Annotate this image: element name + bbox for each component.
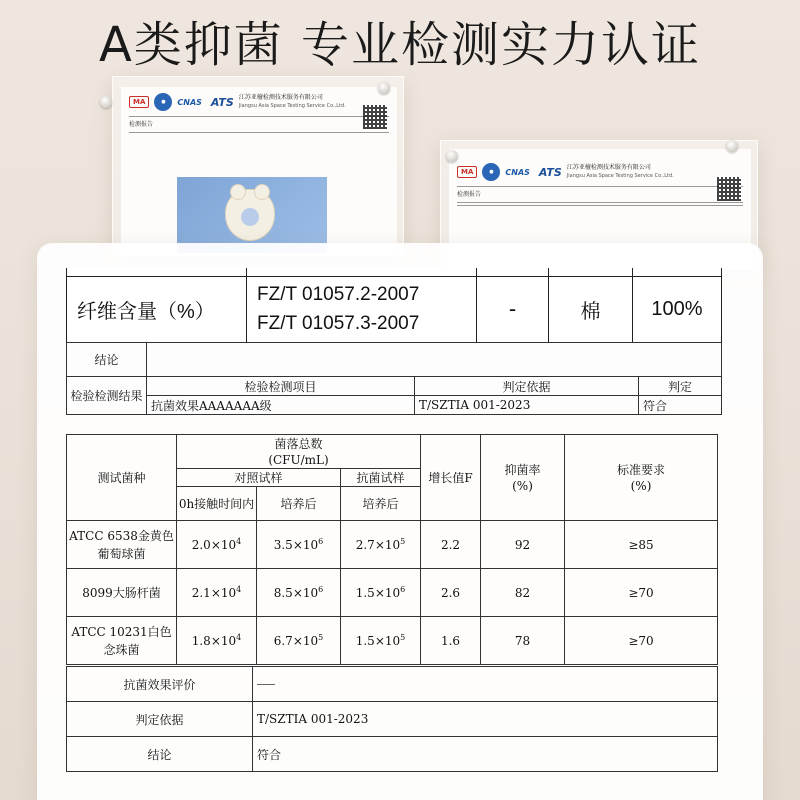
growth-cell: 2.6 bbox=[421, 569, 481, 617]
contact-time-header: 0h接触时间内 bbox=[177, 487, 257, 521]
test-report-certificate bbox=[121, 87, 397, 255]
frame-pin-icon bbox=[446, 150, 458, 162]
control-cell: $6.7\times 10^5$ bbox=[257, 617, 341, 665]
antibac-cell: $1.5\times 10^5$ bbox=[341, 617, 421, 665]
table-row bbox=[67, 617, 718, 665]
antibacterial-data-table bbox=[66, 434, 718, 665]
control-cell: $3.5\times 10^6$ bbox=[257, 521, 341, 569]
antibac-cell: $1.5\times 10^6$ bbox=[341, 569, 421, 617]
inspection-result-label: 检验检测结果 bbox=[67, 377, 147, 415]
table-row bbox=[67, 569, 718, 617]
certificate-report-title: 检测报告 bbox=[457, 191, 482, 198]
frame-pin-icon bbox=[100, 96, 112, 108]
conclusion-top-table bbox=[66, 342, 722, 377]
rate-cell: 92 bbox=[481, 521, 565, 569]
baby-pillow-image bbox=[225, 189, 275, 241]
table-row bbox=[67, 521, 718, 569]
ma-logo: MA bbox=[457, 166, 477, 178]
qr-code-icon bbox=[363, 105, 387, 129]
inspection-result-table bbox=[66, 376, 722, 415]
cnas-logo: CNAS bbox=[505, 167, 530, 177]
cnas-logo: CNAS bbox=[177, 97, 202, 107]
inspection-item-header: 检验检测项目 bbox=[147, 377, 415, 396]
fiber-material: 棉 bbox=[549, 276, 633, 342]
page-headline: A类抑菌 专业检测实力认证 bbox=[98, 17, 702, 73]
rate-cell: 78 bbox=[481, 617, 565, 665]
qr-code-icon bbox=[717, 177, 741, 201]
fiber-standards: FZ/T 01057.2-2007 FZ/T 01057.3-2007 bbox=[247, 276, 477, 342]
strain-cell: ATCC 10231白色念珠菌 bbox=[67, 617, 177, 665]
ilac-logo-icon: ● bbox=[154, 93, 172, 111]
fiber-item-label: 纤维含量（%） bbox=[67, 276, 247, 342]
colony-count-header: 菌落总数 (CFU/mL) bbox=[177, 435, 421, 469]
inspection-judge-header: 判定 bbox=[639, 377, 722, 396]
inspection-judge-value: 符合 bbox=[639, 396, 722, 415]
inhibition-rate-header: 抑菌率 (%) bbox=[481, 435, 565, 521]
inspection-basis-value: T/SZTIA 001-2023 bbox=[415, 396, 639, 415]
standard-cell: ≥85 bbox=[565, 521, 718, 569]
conclusion-value: 符合 bbox=[253, 737, 718, 772]
ilac-logo-icon: ● bbox=[482, 163, 500, 181]
control-cultured-header: 培养后 bbox=[257, 487, 341, 521]
ats-logo: ATS bbox=[538, 165, 562, 179]
basis-value: T/SZTIA 001-2023 bbox=[253, 702, 718, 737]
standard-requirement-header: 标准要求 (%) bbox=[565, 435, 718, 521]
evaluation-table bbox=[66, 666, 718, 772]
ma-logo: MA bbox=[129, 96, 149, 108]
fiber-content-table bbox=[66, 268, 722, 343]
rate-cell: 82 bbox=[481, 569, 565, 617]
fiber-value: 100% bbox=[633, 276, 722, 342]
ats-logo: ATS bbox=[210, 95, 234, 109]
certificate-company: 江苏亚檀检测技术服务有限公司 Jiangsu Asia Space Testing Service Co.,Ltd. bbox=[566, 164, 674, 179]
growth-cell: 2.2 bbox=[421, 521, 481, 569]
evaluation-label: 抗菌效果评价 bbox=[67, 667, 253, 702]
fiber-dash: - bbox=[477, 276, 549, 342]
inspection-item-value: 抗菌效果AAAAAAA级 bbox=[147, 396, 415, 415]
strain-cell: 8099大肠杆菌 bbox=[67, 569, 177, 617]
strain-cell: ATCC 6538金黄色葡萄球菌 bbox=[67, 521, 177, 569]
conclusion-top-label: 结论 bbox=[67, 343, 147, 377]
antibac-cell: $2.7\times 10^5$ bbox=[341, 521, 421, 569]
basis-label: 判定依据 bbox=[67, 702, 253, 737]
growth-header: 增长值F bbox=[421, 435, 481, 521]
evaluation-value bbox=[253, 667, 718, 702]
inspection-basis-header: 判定依据 bbox=[415, 377, 639, 396]
conclusion-label: 结论 bbox=[67, 737, 253, 772]
antibac-cultured-header: 培养后 bbox=[341, 487, 421, 521]
product-photo bbox=[177, 177, 327, 253]
antibacterial-sample-header: 抗菌试样 bbox=[341, 469, 421, 487]
certificate-report-title: 检测报告 bbox=[129, 121, 154, 128]
standard-cell: ≥70 bbox=[565, 617, 718, 665]
certificate-frame-left bbox=[112, 76, 404, 256]
control-sample-header: 对照试样 bbox=[177, 469, 341, 487]
contact-cell: $2.0\times 10^4$ bbox=[177, 521, 257, 569]
certificate-company: 江苏亚檀检测技术服务有限公司 Jiangsu Asia Space Testing Service Co.,Ltd. bbox=[238, 94, 346, 109]
growth-cell: 1.6 bbox=[421, 617, 481, 665]
frame-pin-icon bbox=[378, 82, 390, 94]
contact-cell: $2.1\times 10^4$ bbox=[177, 569, 257, 617]
evaluation-mark-icon bbox=[257, 684, 275, 685]
control-cell: $8.5\times 10^6$ bbox=[257, 569, 341, 617]
strain-header: 测试菌种 bbox=[67, 435, 177, 521]
frame-pin-icon bbox=[726, 140, 738, 152]
standard-cell: ≥70 bbox=[565, 569, 718, 617]
contact-cell: $1.8\times 10^4$ bbox=[177, 617, 257, 665]
